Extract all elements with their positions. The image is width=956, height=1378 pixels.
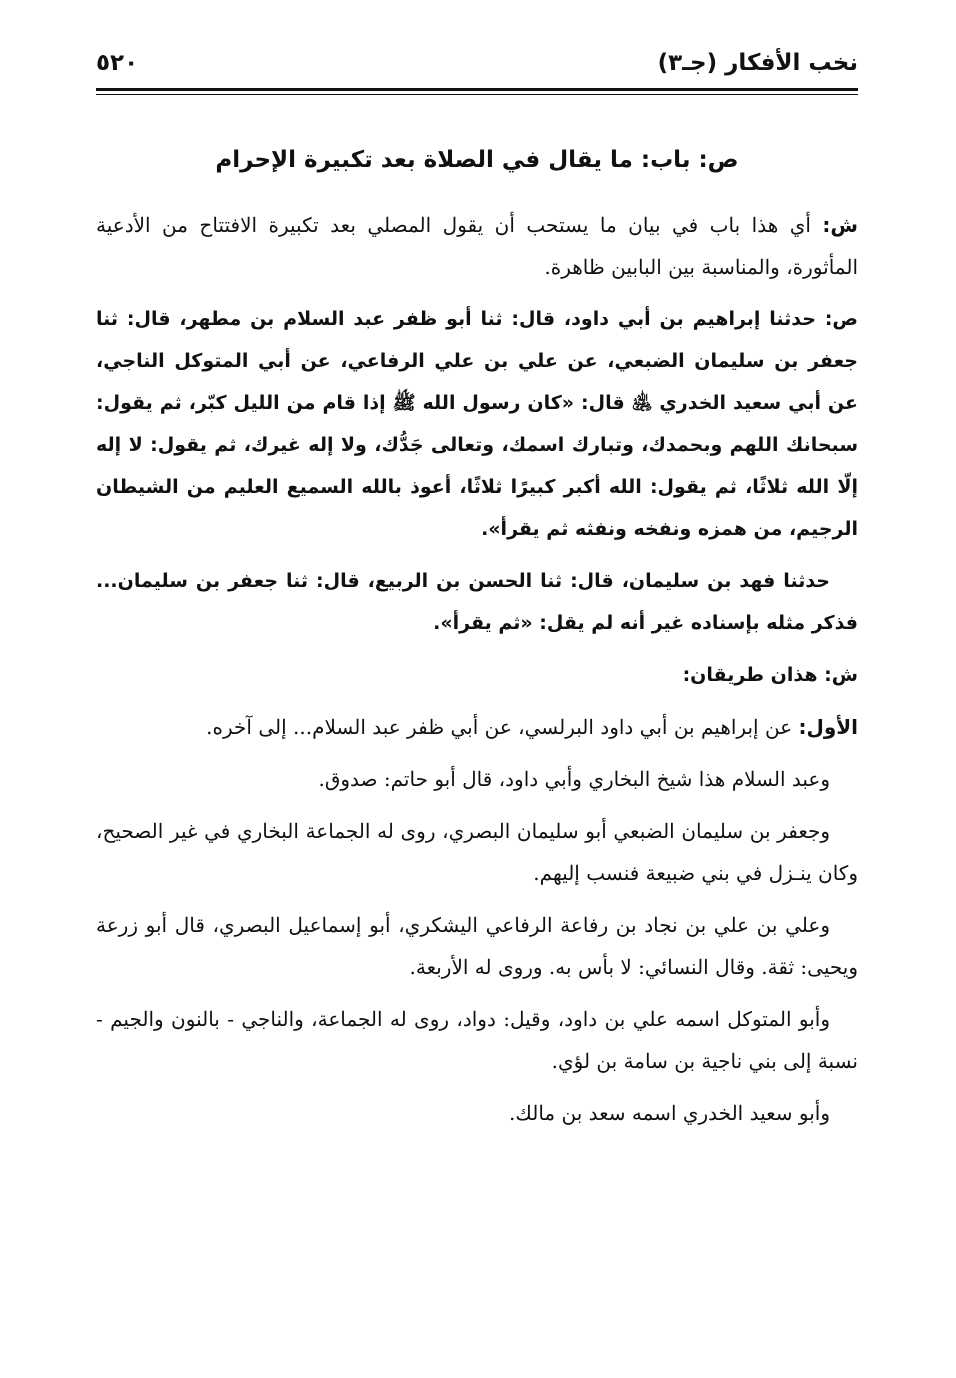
page-header (96, 44, 858, 88)
paragraph-lead: ش: (822, 213, 859, 237)
paragraph-narrator-abu-said (96, 1092, 858, 1134)
paragraph-narrator-ali (96, 904, 858, 988)
paragraph-narrator-abdussalam (96, 758, 858, 800)
paragraph-lead: الأول: (798, 715, 858, 739)
paragraph-lead: ش: (824, 664, 858, 686)
paragraph-text: وجعفر بن سليمان الضبعي أبو سليمان البصري، روى له الجماعة البخاري في غير الصحيح، وكان ينـزل في بني ضبيعة فنسب إليهم. (96, 819, 858, 885)
paragraph-text: وعبد السلام هذا شيخ البخاري وأبي داود، قال أبو حاتم: صدوق. (318, 767, 830, 791)
paragraph-second-chain (96, 560, 858, 644)
paragraph-commentary-intro (96, 204, 858, 288)
paragraph-text: وأبو المتوكل اسمه علي بن داود، وقيل: دواد، روى له الجماعة، والناجي - بالنون والجيم - نسبة إلى بني ناجية بن سامة بن لؤي. (96, 1007, 858, 1073)
paragraph-text: حدثنا فهد بن سليمان، قال: ثنا الحسن بن الربيع، قال: ثنا جعفر بن سليمان... فذكر مثله بإسناده غير أنه لم يقل: «ثم يقرأ». (96, 570, 858, 634)
header-rule-thick (96, 88, 858, 91)
paragraph-text: أي هذا باب في بيان ما يستحب أن يقول المصلي بعد تكبيرة الافتتاح من الأدعية المأثورة، والمناسبة بين البابين ظاهرة. (96, 213, 858, 279)
page-number: ٥٢٠ (96, 50, 139, 76)
paragraph-narrator-abul-mutawakkil (96, 998, 858, 1082)
paragraph-text: هذان طريقان: (682, 664, 818, 686)
section-heading: ص: باب: ما يقال في الصلاة بعد تكبيرة الإحرام (215, 147, 739, 173)
paragraph-text: عن إبراهيم بن أبي داود البرلسي، عن أبي ظفر عبد السلام... إلى آخره. (206, 715, 793, 739)
header-rule-thin (96, 94, 858, 95)
paragraph-lead: ص: (824, 308, 858, 330)
paragraph-two-routes (96, 654, 858, 696)
paragraph-first-route (96, 706, 858, 748)
paragraph-text: وعلي بن علي بن نجاد بن رفاعة الرفاعي اليشكري، أبو إسماعيل البصري، قال أبو زرعة ويحيى: ثقة. وقال النسائي: لا بأس به. وروى له الأربعة. (96, 913, 858, 979)
paragraph-text: وأبو سعيد الخدري اسمه سعد بن مالك. (509, 1101, 830, 1125)
paragraph-narrator-jafar (96, 810, 858, 894)
paragraph-hadith-text (96, 298, 858, 550)
paragraph-text: حدثنا إبراهيم بن أبي داود، قال: ثنا أبو ظفر عبد السلام بن مطهر، قال: ثنا جعفر بن سليمان الضبعي، عن علي بن علي الرفاعي، عن أبي المتوكل الناجي، عن أبي سعيد الخدري ﵁ قال: «كان رسول الله ﷺ إذا قام من الليل كبّر، ثم يقول: سبحانك اللهم وبحمدك، وتبارك اسمك، وتعالى جَدُّك، ولا إله غيرك، ثم يقول: لا إله إلّا الله ثلاثًا، ثم يقول: الله أكبر كبيرًا ثلاثًا، أعوذ بالله السميع العليم من الشيطان الرجيم، من همزه ونفخه ونفثه ثم يقرأ». (96, 308, 858, 540)
running-title: نخب الأفكار (جـ٣) (657, 50, 858, 76)
page-body (96, 140, 858, 1144)
